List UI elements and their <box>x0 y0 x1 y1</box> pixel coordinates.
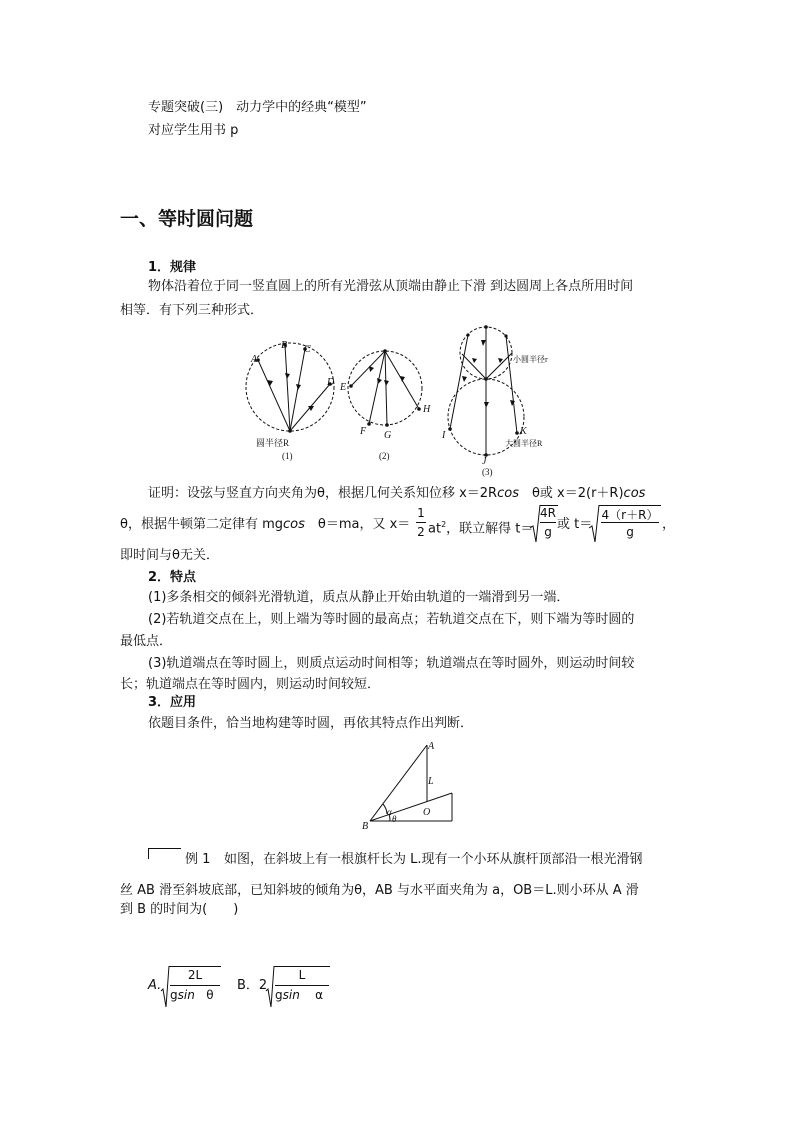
slope-fig-label-theta: θ <box>392 814 397 824</box>
proof-or: 或 t＝ <box>557 517 593 532</box>
fig1-caption: (1) <box>282 451 293 461</box>
proof-line2-text-b: θ＝ma，又 x＝ <box>304 517 411 532</box>
fig2-label-f: F <box>360 426 367 437</box>
fig3-label-j: J <box>482 456 487 467</box>
application-text: 依题目条件，恰当地构建等时圆，再依其特点作出判断． <box>148 716 474 731</box>
proof-comma: ， <box>662 517 676 532</box>
option-a-sqrt-bar <box>169 966 221 967</box>
proof-sqrt2-denominator: g <box>626 525 634 539</box>
proof-line2-part2 <box>428 517 533 537</box>
proof-sqrt2-fraction-bar <box>601 522 659 523</box>
option-a-denominator <box>170 988 214 1003</box>
fig1-label-d: D <box>327 377 335 388</box>
rule-label: 1．规律 <box>148 260 197 275</box>
option-a-den-sin: sin <box>177 988 195 1002</box>
proof-sqrt1-numerator: 4R <box>540 506 556 520</box>
option-b-label: B．2 <box>237 978 268 993</box>
features-point-2-line1: (2)若轨道交点在上，则上端为等时圆的最高点；若轨道交点在下，则下端为等时圆的 <box>148 612 635 627</box>
slope-fig-label-o: O <box>423 807 431 818</box>
slope-fig-label-l: L <box>428 776 434 787</box>
features-label: 2．特点 <box>148 570 197 585</box>
option-b-sqrt-bar <box>274 966 330 967</box>
proof-cos-2: cos <box>623 486 646 501</box>
example-line3: 到 B 的时间为( ) <box>120 902 239 917</box>
fig3-label-k: K <box>520 426 527 437</box>
option-a-fraction-bar <box>170 985 220 986</box>
fig3-big-radius-label: 大圆半径R <box>505 439 543 448</box>
proof-sqrt1-denominator: g <box>544 525 552 539</box>
rule-text-line1: 物体沿着位于同一竖直圆上的所有光滑弦从顶端由静止下滑 到达圆周上各点所用时间 <box>148 279 634 294</box>
slope-fig-label-alpha: α <box>387 807 392 817</box>
fig3-label-i: I <box>442 430 446 441</box>
slope-fig-label-b: B <box>362 821 369 832</box>
proof-squared: 2 <box>441 520 447 529</box>
option-a-numerator: 2L <box>187 968 203 982</box>
proof-cos-3: cos <box>283 517 305 532</box>
proof-line2-text-d: ，联立解得 t＝ <box>446 521 534 537</box>
fig1-radius-label: 圆半径R <box>256 438 290 448</box>
fig1-label-a: A <box>251 354 258 365</box>
proof-line1-text-b: θ或 x＝2(r＋R) <box>518 486 624 501</box>
page-subtitle: 对应学生用书 p <box>148 123 239 138</box>
proof-line2-part1 <box>120 517 410 533</box>
page-title: 专题突破(三) 动力学中的经典“模型” <box>148 100 367 115</box>
option-a-den-angle: θ <box>206 988 214 1002</box>
rule-text-line2: 相等．有下列三种形式． <box>120 303 264 318</box>
features-point-1: (1)多条相交的倾斜光滑轨道，质点从静止开始由轨道的一端滑到另一端． <box>148 590 570 605</box>
slope-fig-label-a: A <box>428 741 435 752</box>
example-label: 例 1 <box>185 852 211 867</box>
fig2-caption: (2) <box>379 451 390 461</box>
fig2-label-e: E <box>340 382 347 393</box>
proof-line2-text-a: θ，根据牛顿第二定律有 mg <box>120 517 284 532</box>
fig1-label-b: B <box>281 340 288 351</box>
example-line1: 如图，在斜坡上有一根旗杆长为 L.现有一个小环从旗杆顶部沿一根光滑钢 <box>224 852 643 867</box>
proof-cos-1: cos <box>497 486 519 501</box>
proof-fraction-denominator: 2 <box>417 525 425 539</box>
application-label: 3．应用 <box>148 695 197 710</box>
features-point-2-line2: 最低点． <box>120 634 173 649</box>
example-line2: 丝 AB 滑至斜坡底部，已知斜坡的倾角为θ，AB 与水平面夹角为 a，OB＝L.则小环从 A 滑 <box>120 883 639 898</box>
option-a-label: A. <box>148 978 162 993</box>
option-b-fraction-bar <box>275 985 329 986</box>
flagpole-slope-figure <box>360 738 460 834</box>
equal-time-circle-figures <box>236 322 548 478</box>
fig3-small-radius-label: 小圆半径r <box>513 355 548 364</box>
proof-at: at <box>428 521 442 537</box>
fig3-caption: (3) <box>482 467 493 477</box>
fig1-label-c: C <box>304 344 311 355</box>
proof-sqrt2-numerator: 4（r＋R） <box>601 508 659 522</box>
option-b-den-angle: α <box>315 988 324 1002</box>
section-heading: 一、等时圆问题 <box>120 208 254 230</box>
option-b-den-sin: sin <box>282 988 300 1002</box>
features-point-3-line2: 长；轨道端点在等时圆内，则运动时间较短． <box>120 677 381 692</box>
proof-fraction-numerator: 1 <box>417 506 425 520</box>
option-b-numerator: L <box>298 968 306 982</box>
option-b-denominator <box>275 988 323 1003</box>
proof-line1-text-a: 证明：设弦与竖直方向夹角为θ，根据几何关系知位移 x＝2R <box>148 486 498 501</box>
option-b-den-g: g <box>275 988 283 1002</box>
fig2-label-g: G <box>384 430 392 441</box>
option-a-den-g: g <box>170 988 178 1002</box>
proof-line1 <box>148 486 645 502</box>
fig2-label-h: H <box>423 404 431 415</box>
proof-line3: 即时间与θ无关． <box>120 548 219 563</box>
proof-fraction-bar <box>416 522 426 523</box>
example-bracket-mark <box>148 848 181 859</box>
features-point-3-line1: (3)轨道端点在等时圆上，则质点运动时间相等；轨道端点在等时圆外，则运动时间较 <box>148 656 635 671</box>
proof-sqrt1-fraction-bar <box>540 522 556 523</box>
